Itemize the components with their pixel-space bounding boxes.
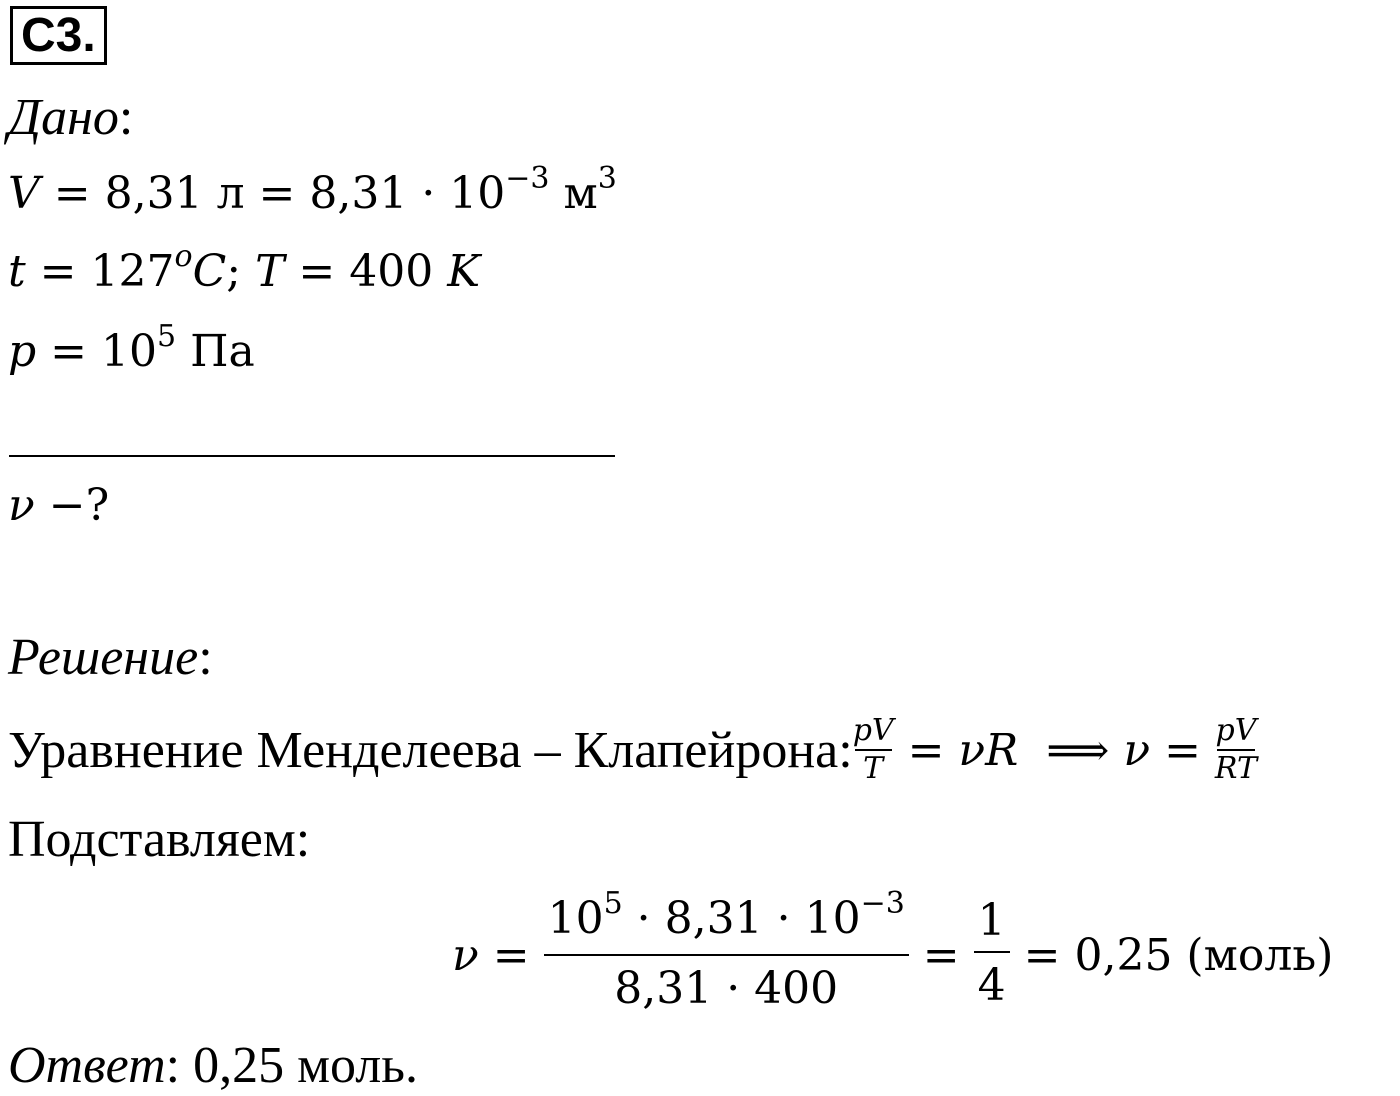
- quarter-bar: [974, 951, 1010, 953]
- given-label-text: Дано: [8, 89, 119, 146]
- calc-quarter-fraction: [974, 895, 1010, 1015]
- pressure-unit: Па: [176, 326, 255, 377]
- problem-number-text: С3.: [21, 9, 96, 62]
- volume-unit: м: [549, 168, 598, 219]
- solution-label: [8, 628, 213, 687]
- answer-line: [8, 1036, 418, 1095]
- given-temperature: [8, 239, 481, 297]
- problem-number: [10, 6, 107, 65]
- volume-symbol: V: [8, 168, 40, 219]
- pressure-value: = 10: [36, 326, 157, 377]
- fraction-numerator: pV: [1215, 713, 1257, 748]
- given-pressure: [8, 319, 255, 377]
- given-volume: [8, 161, 617, 219]
- volume-value: = 8,31 л = 8,31 · 10: [39, 168, 506, 219]
- volume-exponent: −3: [505, 161, 550, 196]
- solution-label-colon: :: [198, 629, 213, 686]
- calc-lhs-text: ν =: [452, 929, 544, 981]
- num-base: 10: [547, 892, 604, 944]
- fraction-denominator: RT: [1214, 751, 1257, 786]
- answer-colon: :: [165, 1037, 181, 1094]
- quarter-numerator: 1: [977, 895, 1006, 946]
- calc-lhs: [452, 930, 544, 981]
- fraction-pV-over-RT: [1215, 713, 1257, 787]
- given-label-colon: :: [118, 89, 134, 146]
- num-base-exponent: 5: [603, 885, 623, 921]
- calc-equals: =: [908, 929, 974, 981]
- degree-mark: o: [174, 239, 193, 274]
- equation-middle: = νR ⟹ ν =: [893, 724, 1215, 776]
- pressure-exponent: 5: [157, 319, 177, 354]
- equation-intro: Уравнение Менделеева – Клапейрона:: [8, 721, 853, 779]
- solution-label-text: Решение: [8, 629, 199, 686]
- answer-value: 0,25 моль.: [180, 1037, 418, 1094]
- t-symbol: t: [8, 246, 26, 297]
- given-divider: [9, 455, 615, 457]
- given-label: [8, 88, 133, 147]
- T-unit: K: [447, 246, 481, 297]
- T-symbol: T: [255, 246, 285, 297]
- fraction-pV-over-T: [853, 713, 894, 787]
- calc-denominator: 8,31 · 400: [614, 962, 839, 1014]
- find-line: [8, 480, 109, 531]
- separator: ;: [226, 246, 256, 297]
- fraction-numerator: pV: [852, 713, 894, 748]
- t-value: = 127: [25, 246, 175, 297]
- find-text: −?: [34, 480, 110, 531]
- T-value: = 400: [284, 246, 448, 297]
- volume-unit-exponent: 3: [597, 161, 617, 196]
- calculation-line: [452, 885, 1334, 1022]
- pressure-symbol: p: [8, 326, 37, 377]
- equation-line: [8, 702, 1257, 798]
- calc-main-fraction: [544, 885, 909, 1018]
- quarter-denominator: 4: [977, 960, 1006, 1011]
- calc-fraction-bar: [544, 954, 909, 956]
- num-rest-exponent: −3: [860, 885, 905, 921]
- calc-numerator: [544, 885, 909, 950]
- num-rest: · 8,31 · 10: [622, 892, 861, 944]
- substitute-text: Подставляем:: [8, 811, 311, 868]
- answer-label: Ответ: [8, 1037, 166, 1094]
- calc-result: = 0,25 (моль): [1009, 929, 1334, 981]
- fraction-denominator: T: [863, 751, 884, 786]
- substitute-label: [8, 810, 310, 869]
- t-unit: C: [192, 246, 227, 297]
- find-symbol: ν: [8, 480, 35, 531]
